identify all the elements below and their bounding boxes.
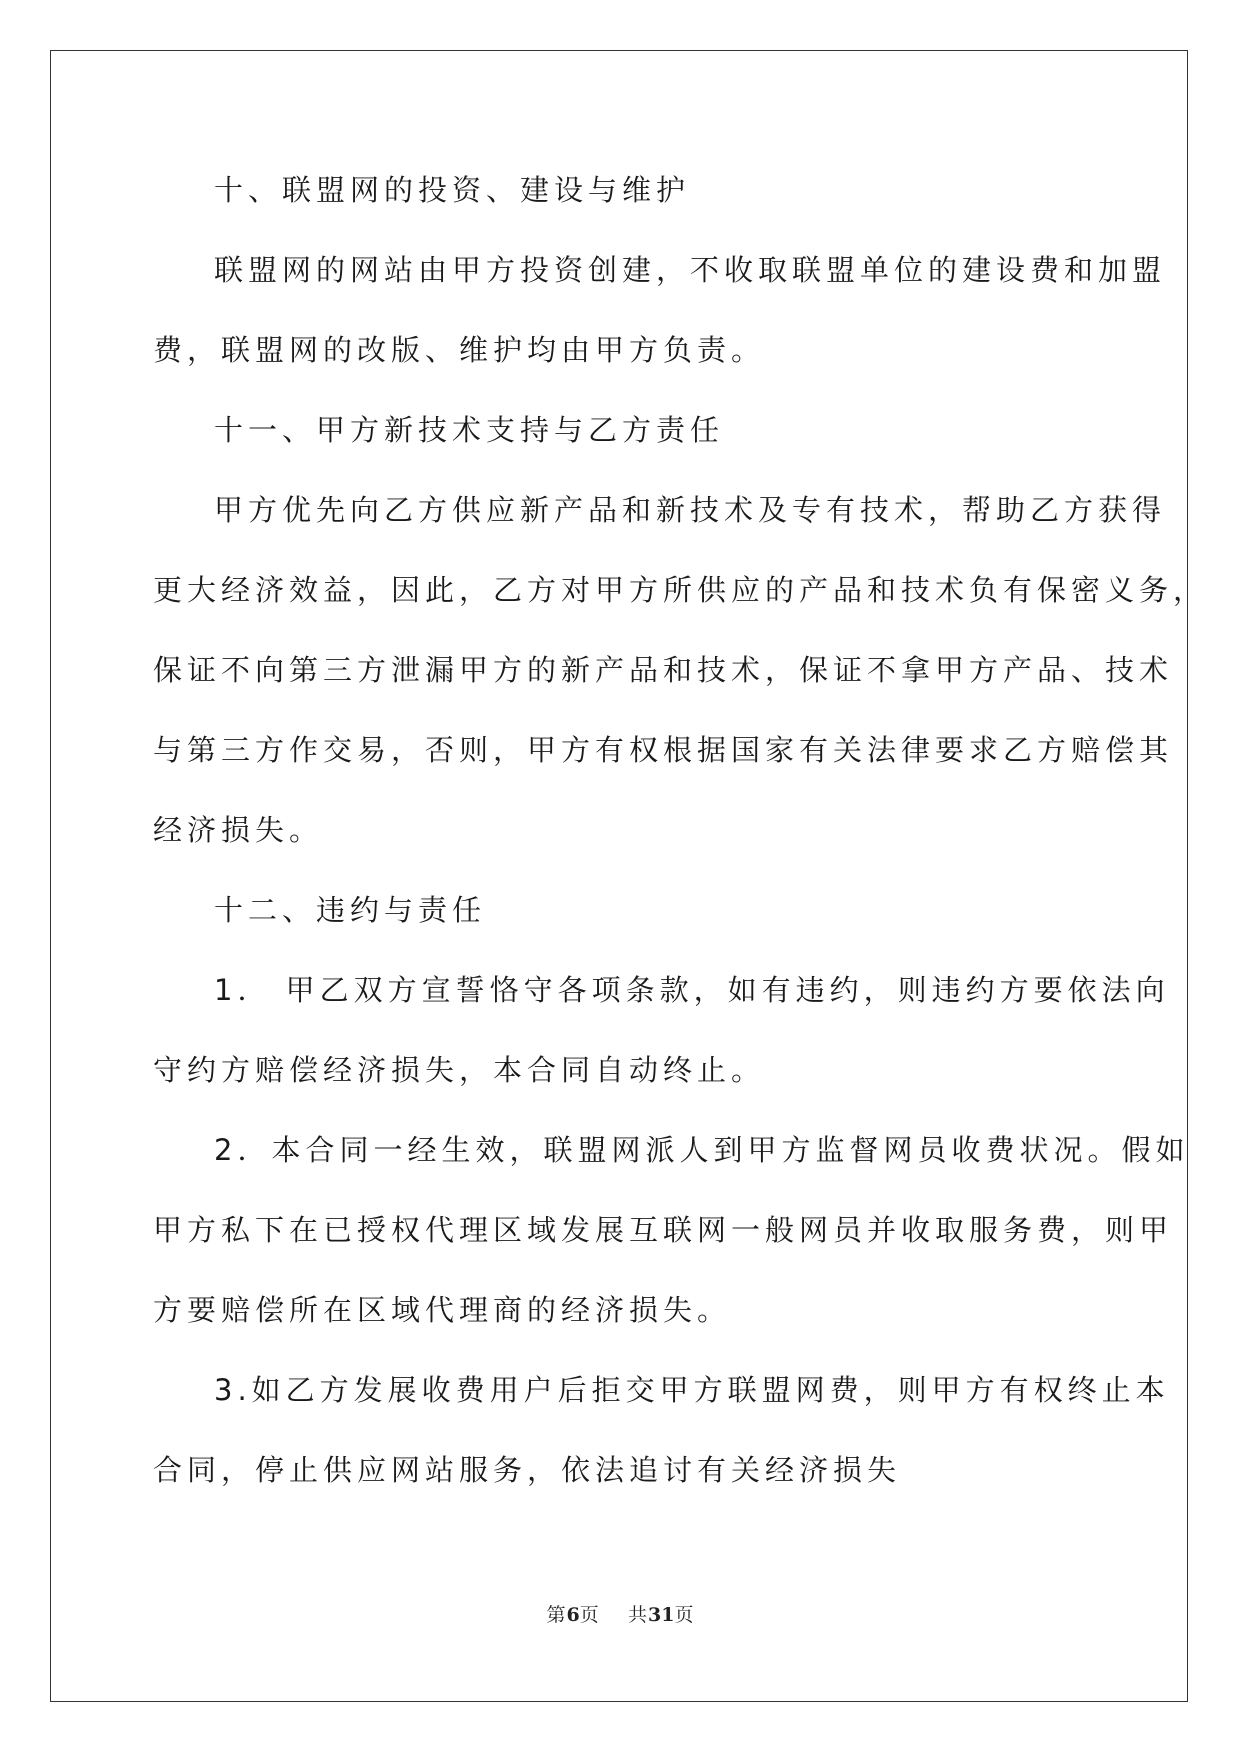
- clause-2-line: 甲方私下在已授权代理区域发展互联网一般网员并收取服务费，则甲: [153, 1213, 1174, 1247]
- paragraph-line: 经济损失。: [153, 813, 324, 847]
- section-heading-10: 十、联盟网的投资、建设与维护: [214, 173, 691, 207]
- paragraph-line: 费，联盟网的改版、维护均由甲方负责。: [153, 333, 766, 367]
- clause-1-line: 守约方赔偿经济损失，本合同自动终止。: [153, 1053, 766, 1087]
- clause-2-line: 方要赔偿所在区域代理商的经济损失。: [153, 1293, 732, 1327]
- total-suffix: 页: [674, 1604, 695, 1626]
- paragraph-line: 甲方优先向乙方供应新产品和新技术及专有技术，帮助乙方获得: [214, 493, 1167, 527]
- page-suffix: 页: [579, 1604, 600, 1626]
- total-prefix: 共: [627, 1604, 648, 1626]
- paragraph-line: 与第三方作交易，否则，甲方有权根据国家有关法律要求乙方赔偿其: [153, 733, 1174, 767]
- clause-3-line: 合同，停止供应网站服务，依法追讨有关经济损失: [153, 1453, 902, 1487]
- clause-2-line: 2．本合同一经生效，联盟网派人到甲方监督网员收费状况。假如: [214, 1133, 1190, 1167]
- paragraph-line: 保证不向第三方泄漏甲方的新产品和技术，保证不拿甲方产品、技术: [153, 653, 1174, 687]
- total-pages: 31: [647, 1604, 675, 1626]
- page-number: 6: [566, 1604, 580, 1626]
- page-footer: [0, 1600, 1241, 1627]
- page-prefix: 第: [546, 1604, 567, 1626]
- paragraph-line: 联盟网的网站由甲方投资创建，不收取联盟单位的建设费和加盟: [214, 253, 1167, 287]
- clause-1-line: 1． 甲乙双方宣誓恪守各项条款，如有违约，则违约方要依法向: [214, 973, 1170, 1007]
- paragraph-line: 更大经济效益，因此，乙方对甲方所供应的产品和技术负有保密义务，: [153, 573, 1208, 607]
- section-heading-12: 十二、违约与责任: [214, 893, 487, 927]
- clause-3-line: 3.如乙方发展收费用户后拒交甲方联盟网费，则甲方有权终止本: [214, 1373, 1170, 1407]
- section-heading-11: 十一、甲方新技术支持与乙方责任: [214, 413, 725, 447]
